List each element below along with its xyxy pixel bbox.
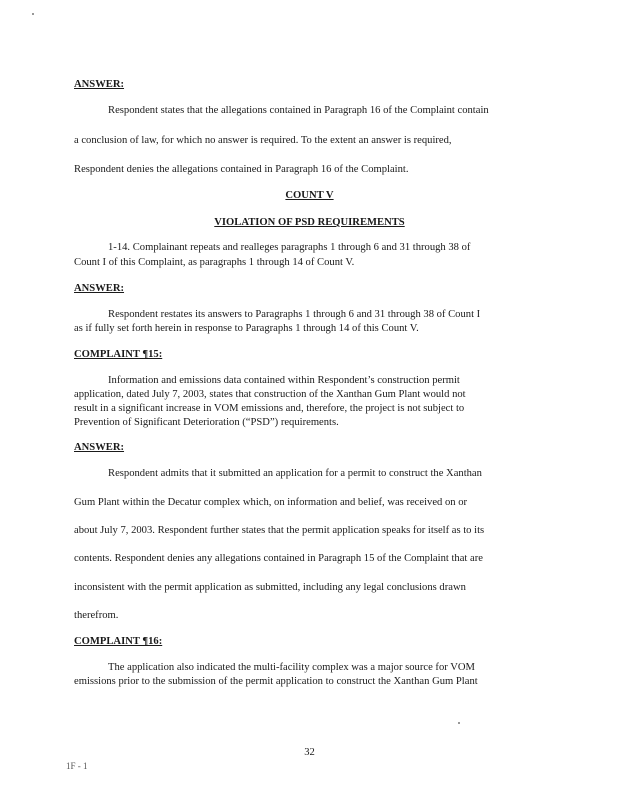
scan-speck — [458, 722, 460, 724]
count-heading: COUNT V — [285, 190, 334, 201]
body-line: application, dated July 7, 2003, states that construction of the Xanthan Gum Plant would not — [74, 389, 466, 400]
body-line: contents. Respondent denies any allegations contained in Paragraph 15 of the Complaint that are — [74, 553, 483, 564]
body-line: Prevention of Significant Deterioration (“PSD”) requirements. — [74, 417, 339, 428]
body-line: emissions prior to the submission of the permit application to construct the Xanthan Gum Plant — [74, 676, 478, 687]
body-line: inconsistent with the permit application as submitted, including any legal conclusions drawn — [74, 582, 466, 593]
body-line: Count I of this Complaint, as paragraphs 1 through 14 of Count V. — [74, 257, 355, 268]
body-line: a conclusion of law, for which no answer is required. To the extent an answer is required, — [74, 135, 452, 146]
body-line: therefrom. — [74, 610, 119, 621]
body-line: Information and emissions data contained within Respondent’s construction permit — [108, 375, 460, 386]
answer-heading: ANSWER: — [74, 442, 125, 453]
answer-heading: ANSWER: — [74, 79, 125, 90]
body-line: Respondent restates its answers to Paragraphs 1 through 6 and 31 through 38 of Count I — [108, 309, 481, 320]
body-line: result in a significant increase in VOM emissions and, therefore, the project is not subject to — [74, 403, 465, 414]
body-line: Respondent denies the allegations contained in Paragraph 16 of the Complaint. — [74, 164, 409, 175]
body-line: Gum Plant within the Decatur complex which, on information and belief, was received on or — [74, 497, 468, 508]
body-line: Respondent admits that it submitted an application for a permit to construct the Xanthan — [108, 468, 482, 479]
complaint-heading: COMPLAINT ¶16: — [74, 636, 163, 647]
body-line: about July 7, 2003. Respondent further states that the permit application speaks for itself as to its — [74, 525, 485, 536]
body-line: as if fully set forth herein in response to Paragraphs 1 through 14 of this Count V. — [74, 323, 419, 334]
body-line: Respondent states that the allegations contained in Paragraph 16 of the Complaint contain — [108, 105, 489, 116]
complaint-heading: COMPLAINT ¶15: — [74, 349, 163, 360]
page-number: 32 — [304, 747, 315, 758]
scan-speck — [32, 13, 34, 15]
document-code: 1F - 1 — [66, 761, 88, 771]
answer-heading: ANSWER: — [74, 283, 125, 294]
body-line: 1-14. Complainant repeats and realleges paragraphs 1 through 6 and 31 through 38 of — [108, 242, 471, 253]
body-line: The application also indicated the multi-facility complex was a major source for VOM — [108, 662, 475, 673]
violation-heading: VIOLATION OF PSD REQUIREMENTS — [214, 217, 405, 228]
